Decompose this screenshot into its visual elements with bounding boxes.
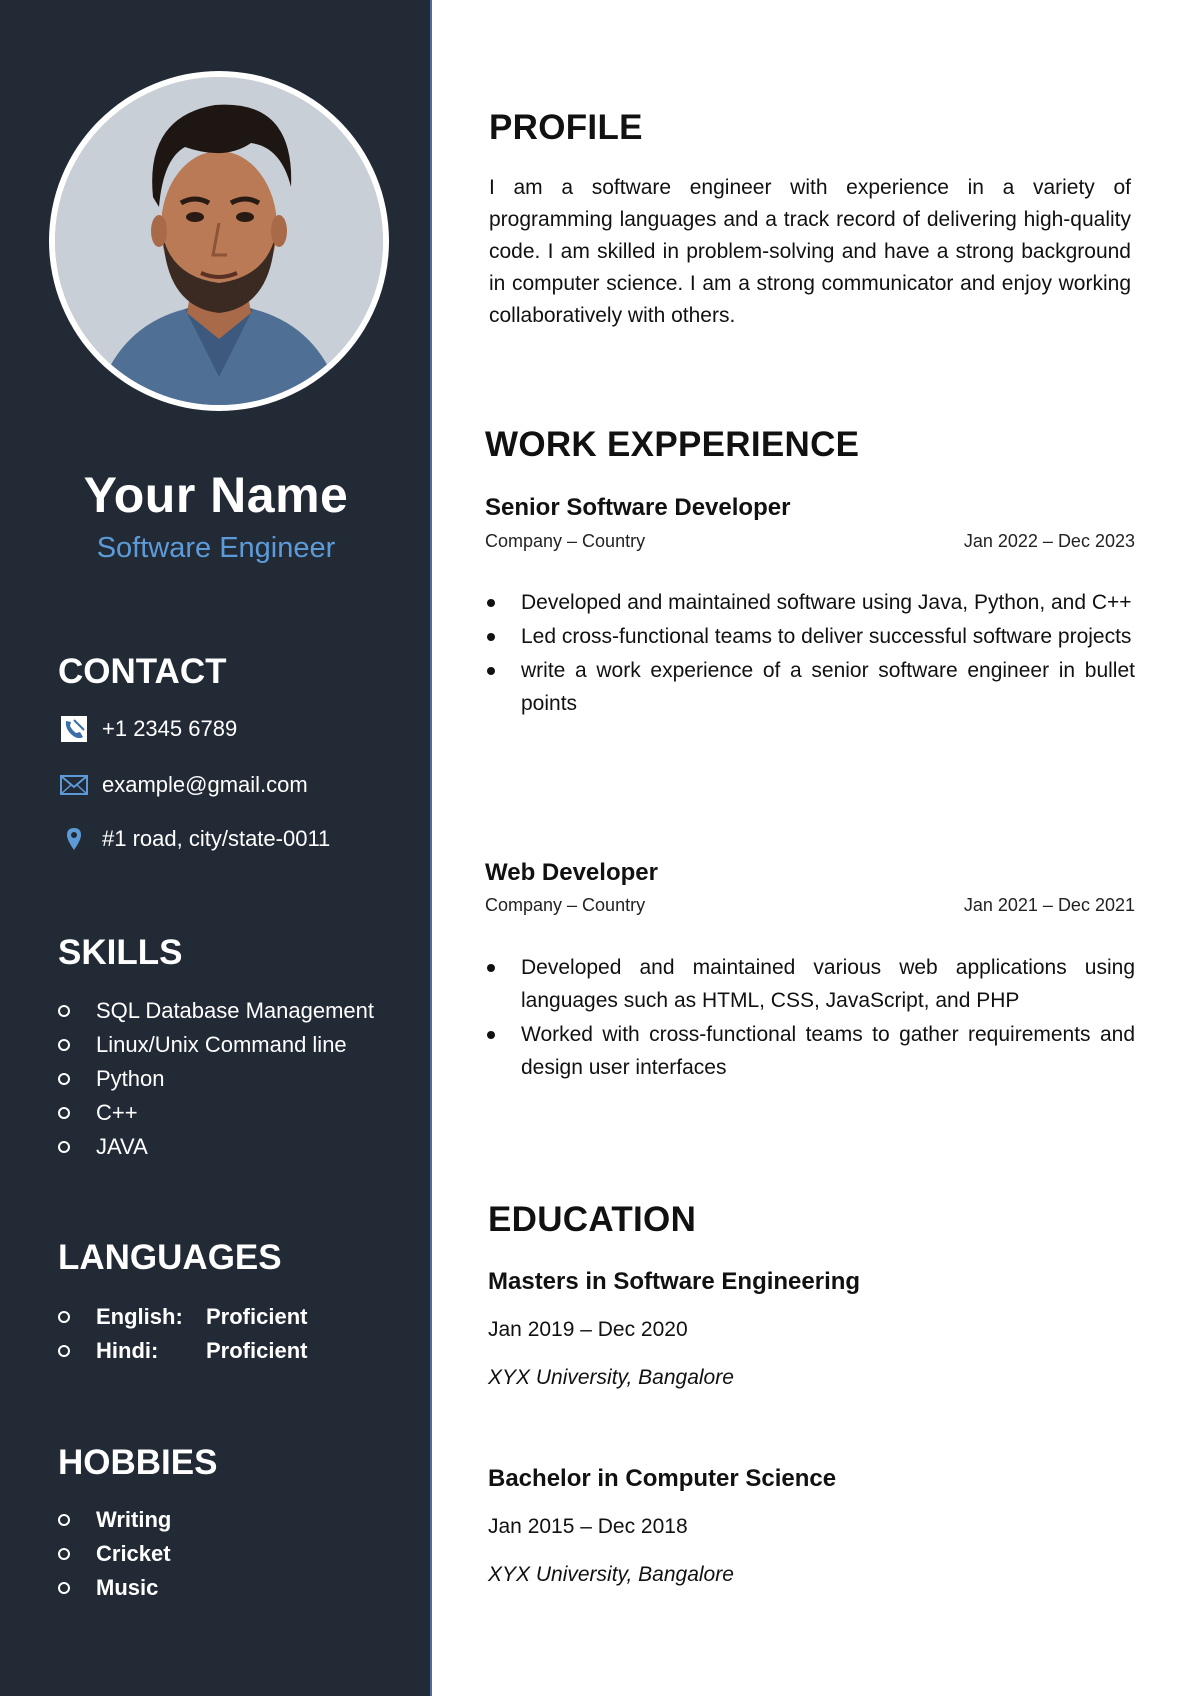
portrait-illustration [55, 77, 383, 405]
education-degree: Masters in Software Engineering [488, 1268, 861, 1295]
hobbies-list [58, 1503, 171, 1605]
list-item: Developed and maintained various web applications using languages such as HTML, CSS, JavaScript, and PHP [485, 951, 1135, 1017]
bullet-dot-icon [487, 964, 495, 972]
list-item: Led cross-functional teams to deliver successful software projects [485, 620, 1135, 653]
contact-email[interactable] [58, 769, 308, 801]
contact-address [58, 823, 330, 855]
job-title: Senior Software Developer [485, 494, 791, 521]
skills-list [58, 994, 374, 1164]
profile-text: I am a software engineer with experience in a variety of programming languages and a track record of delivering high-quality code. I am skilled in problem-solving and have a strong background in computer science. I am a strong communicator and enjoy working collaboratively with others. [489, 176, 1131, 327]
phone-icon [58, 713, 90, 745]
bullet-circle-icon [58, 1548, 70, 1560]
hobbies-heading: HOBBIES [58, 1443, 218, 1482]
profile-photo [55, 77, 383, 405]
profile-heading: PROFILE [489, 108, 643, 147]
list-item: Music [58, 1571, 171, 1605]
job-dates: Jan 2021 – Dec 2021 [963, 895, 1135, 915]
list-item: write a work experience of a senior software engineer in bullet points [485, 654, 1135, 720]
languages-heading: LANGUAGES [58, 1238, 282, 1277]
job-company: Company – Country [485, 531, 646, 551]
bullet-circle-icon [58, 1141, 70, 1153]
job-dates: Jan 2022 – Dec 2023 [963, 531, 1135, 551]
bullet-circle-icon [58, 1311, 70, 1323]
job-bullets [485, 586, 1135, 721]
languages-list [58, 1300, 307, 1368]
job-company: Company – Country [485, 895, 646, 915]
email-icon [58, 769, 90, 801]
bullet-circle-icon [58, 1582, 70, 1594]
bullet-circle-icon [58, 1039, 70, 1051]
list-item: C++ [58, 1096, 374, 1130]
job-title: Web Developer [485, 859, 658, 886]
list-item: Linux/Unix Command line [58, 1028, 374, 1062]
education-heading: EDUCATION [488, 1200, 697, 1239]
education-school: XYX University, Bangalore [488, 1563, 734, 1586]
person-role: Software Engineer [96, 532, 336, 564]
contact-email-text: example@gmail.com [102, 772, 308, 797]
list-item: JAVA [58, 1130, 374, 1164]
job-bullets [485, 951, 1135, 1085]
language-level: Proficient [206, 1304, 308, 1329]
bullet-dot-icon [487, 1031, 495, 1039]
list-item [58, 1334, 307, 1368]
bullet-circle-icon [58, 1345, 70, 1357]
bullet-dot-icon [487, 667, 495, 675]
language-name: Hindi: [96, 1338, 159, 1363]
job-meta [485, 531, 1135, 552]
education-school: XYX University, Bangalore [488, 1366, 734, 1389]
contact-address-text: #1 road, city/state-0011 [102, 826, 331, 851]
list-item: Python [58, 1062, 374, 1096]
education-dates: Jan 2019 – Dec 2020 [488, 1318, 688, 1341]
job-meta [485, 895, 1135, 916]
language-name: English: [96, 1304, 183, 1329]
work-experience-heading: WORK EXPPERIENCE [485, 425, 860, 464]
bullet-circle-icon [58, 1514, 70, 1526]
list-item: Writing [58, 1503, 171, 1537]
sidebar [0, 0, 432, 1696]
location-pin-icon [58, 823, 90, 855]
bullet-circle-icon [58, 1005, 70, 1017]
list-item: SQL Database Management [58, 994, 374, 1028]
list-item: Developed and maintained software using Java, Python, and C++ [485, 586, 1135, 619]
language-level: Proficient [206, 1338, 308, 1363]
bullet-dot-icon [487, 633, 495, 641]
contact-heading: CONTACT [58, 652, 227, 691]
bullet-circle-icon [58, 1107, 70, 1119]
list-item: Cricket [58, 1537, 171, 1571]
education-dates: Jan 2015 – Dec 2018 [488, 1515, 688, 1538]
bullet-circle-icon [58, 1073, 70, 1085]
list-item: Worked with cross-functional teams to gather requirements and design user interfaces [485, 1018, 1135, 1084]
person-name: Your Name [83, 467, 349, 523]
bullet-dot-icon [487, 599, 495, 607]
contact-phone[interactable] [58, 713, 237, 745]
education-degree: Bachelor in Computer Science [488, 1465, 837, 1492]
skills-heading: SKILLS [58, 933, 183, 972]
contact-phone-text: +1 2345 6789 [102, 716, 238, 741]
list-item [58, 1300, 307, 1334]
